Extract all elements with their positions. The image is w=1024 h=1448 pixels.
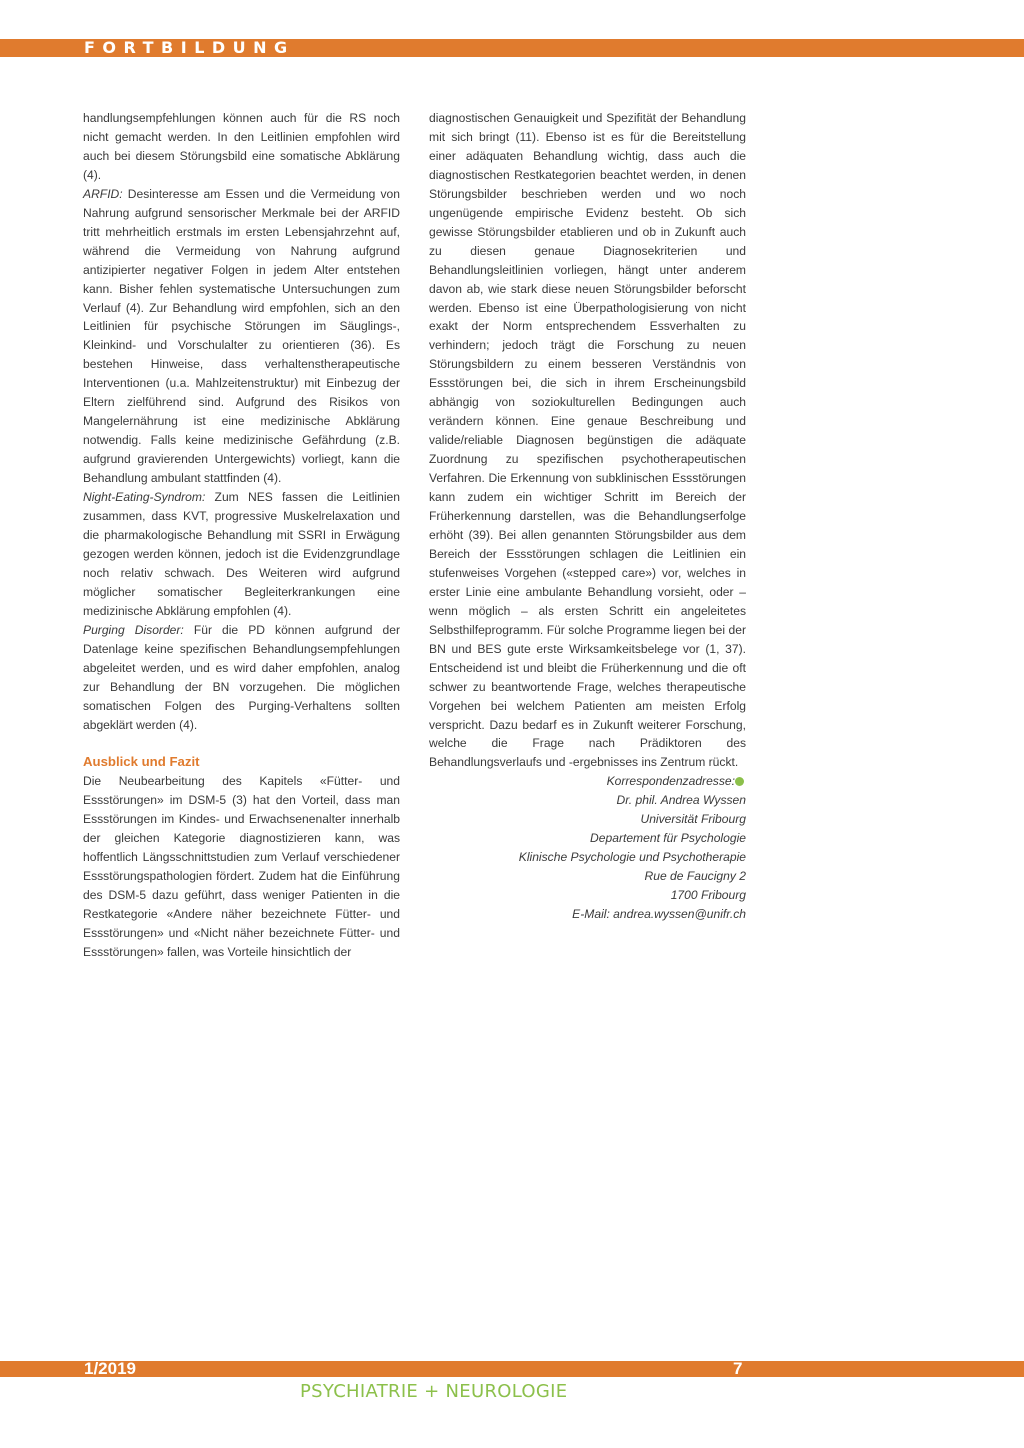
paragraph: handlungsempfehlungen können auch für die RS noch nicht gemacht werden. In den Leitlinien empfohlen wird auch bei diesem Störungsbild eine somatische Abklärung (4).: [83, 111, 400, 182]
pd-label: Purging Disorder:: [83, 622, 184, 637]
section-heading: Ausblick und Fazit: [83, 754, 200, 770]
address-line: 1700 Fribourg: [670, 888, 746, 903]
address-line: Korrespondenzadresse:: [606, 774, 735, 789]
nes-text: Zum NES fassen die Leitlinien zusammen, dass KVT, progressive Muskelrelaxation und die pharmakologische Behandlung mit SSRI in Erwägung gezogen werden können, jedoch ist die Evidenzgrundlage noch relativ schwach. Des Weiteren wird aufgrund möglicher somatischer Begleiterkrankungen eine medizinische Abklärung empfohlen (4).: [83, 490, 400, 618]
paragraph-nes: [83, 488, 400, 621]
address-line: Departement für Psychologie: [590, 831, 746, 846]
paragraph-right: [429, 109, 746, 772]
address-line: Dr. phil. Andrea Wyssen: [616, 793, 746, 808]
arfid-label: ARFID:: [83, 186, 123, 201]
paragraph-fazit: Die Neubearbeitung des Kapitels «Fütter- und Essstörungen» im DSM-5 (3) hat den Vorteil, dass man Essstörungen im Kindes- und Erwachsenenalter innerhalb der gleichen Kategorie diagnostizieren kann, was hoffentlich Längsschnittstudien zum Verlauf verschiedener Essstörungspathologien fördert. Zudem hat die Einführung des DSM-5 dazu geführt, dass weniger Patienten in die Restkategorie «Andere näher bezeichnete Fütter- und Essstörungen» und «Nicht näher bezeichnete Fütter- und Essstörungen» fallen, was Vorteile hinsichtlich der: [83, 774, 400, 959]
left-column: [83, 109, 400, 962]
issue-number: 1/2019: [84, 1359, 136, 1378]
nes-label: Night-Eating-Syndrom:: [83, 490, 206, 505]
address-line: Universität Fribourg: [640, 812, 746, 827]
correspondence-address: [429, 772, 746, 924]
right-text: diagnostischen Genauigkeit und Spezifität der Behandlung mit sich bringt (11). Ebenso ist es für die Bereitstellung einer adäquaten Behandlung wichtig, dass auch die diagnostischen Restkategorien beachtet werden, in denen Störungsbilder beschrieben werden und wo noch ungenügende empirische Evidenz besteht. Ob sich gewisse Störungsbilder etablieren und ob in Zukunft auch zu diesen genaue Diagnosekriterien und Behandlungsleitlinien vorliegen, hängt unter anderem davon ab, wie stark diese neuen Störungsbilder beforscht werden. Ebenso ist eine Überpathologisierung von nicht exakt der Norm entsprechendem Essverhalten zu verhindern; jedoch trägt die Forschung zu neuen Störungsbildern zu einem besseren Verständnis von Essstörungen bei, die sich in ihrem Erscheinungsbild abhängig von soziokulturellen Bedingungen auch verändern können. Eine genaue Beschreibung und valide/reliable Diagnosen begünstigen die adäquate Zuordnung zu spezifischen psychotherapeutischen Verfahren. Die Erkennung von subklinischen Essstörungen kann zudem ein wichtiger Schritt im Bereich der Früherkennung darstellen, was die Behandlungserfolge erhöht (39). Bei allen genannten Störungsbilder aus dem Bereich der Essstörungen schlagen die Leitlinien ein stufenweises Vorgehen («stepped care») vor, welches in erster Linie eine ambulante Behandlung vorsieht, oder – wenn möglich – als ersten Schritt ein angeleitetes Selbsthilfeprogramm. Für solche Programme liegen bei der BN und BES gute erste Wirksamkeitsbelege vor (1, 37). Entscheidend ist und bleibt die Früherkennung und die oft schwer zu beantwortende Frage, welches therapeutische Vorgehen bei welchem Patienten am meisten Erfolg verspricht. Dazu bedarf es in Zukunft weiterer Forschung, welche die Frage nach Prädiktoren des Behandlungsverlaufs und -ergebnisses ins Zentrum rückt.: [429, 111, 746, 770]
address-line: Rue de Faucigny 2: [644, 869, 746, 884]
paragraph-pd: [83, 621, 400, 735]
pd-text: Für die PD können aufgrund der Datenlage keine spezifischen Behandlungsempfehlungen abgeleitet werden, und es wird daher empfohlen, analog zur Behandlung der BN vorzugehen. Die möglichen somatischen Folgen des Purging-Verhaltens sollten abgeklärt werden (4).: [83, 622, 401, 732]
arfid-text: Desinteresse am Essen und die Vermeidung von Nahrung aufgrund sensorischer Merkmale bei der ARFID tritt mehrheitlich erstmals im ersten Lebensjahrzehnt auf, während die Vermeidung von Nahrung aufgrund antizipierter negativer Folgen in jedem Alter entstehen kann. Bisher fehlen systematische Untersuchungen zum Verlauf (4). Zur Behandlung wird empfohlen, sich an den Leitlinien für psychische Störungen im Säuglings-, Kleinkind- und Vorschulalter zu orientieren (36). Es bestehen Hinweise, dass verhaltenstherapeutische Interventionen (u.a. Mahlzeitenstruktur) mit Einbezug der Eltern zielführend sind. Aufgrund des Risikos von Mangelernährung ist eine medizinische Abklärung notwendig. Falls keine medizinische Gefährdung (z.B. aufgrund gravierenden Untergewichts) vorliegt, kann die Behandlung ambulant stattfinden (4).: [83, 186, 400, 486]
section-label: FORTBILDUNG: [84, 38, 295, 57]
paragraph-arfid: [83, 185, 400, 488]
address-email: E-Mail: andrea.wyssen@unifr.ch: [572, 907, 746, 922]
right-column: [429, 109, 746, 924]
journal-title: PSYCHIATRIE + NEUROLOGIE: [300, 1381, 568, 1402]
page-number: 7: [733, 1359, 743, 1378]
footer-bar: [0, 1361, 1024, 1377]
address-line: Klinische Psychologie und Psychotherapie: [518, 850, 746, 865]
